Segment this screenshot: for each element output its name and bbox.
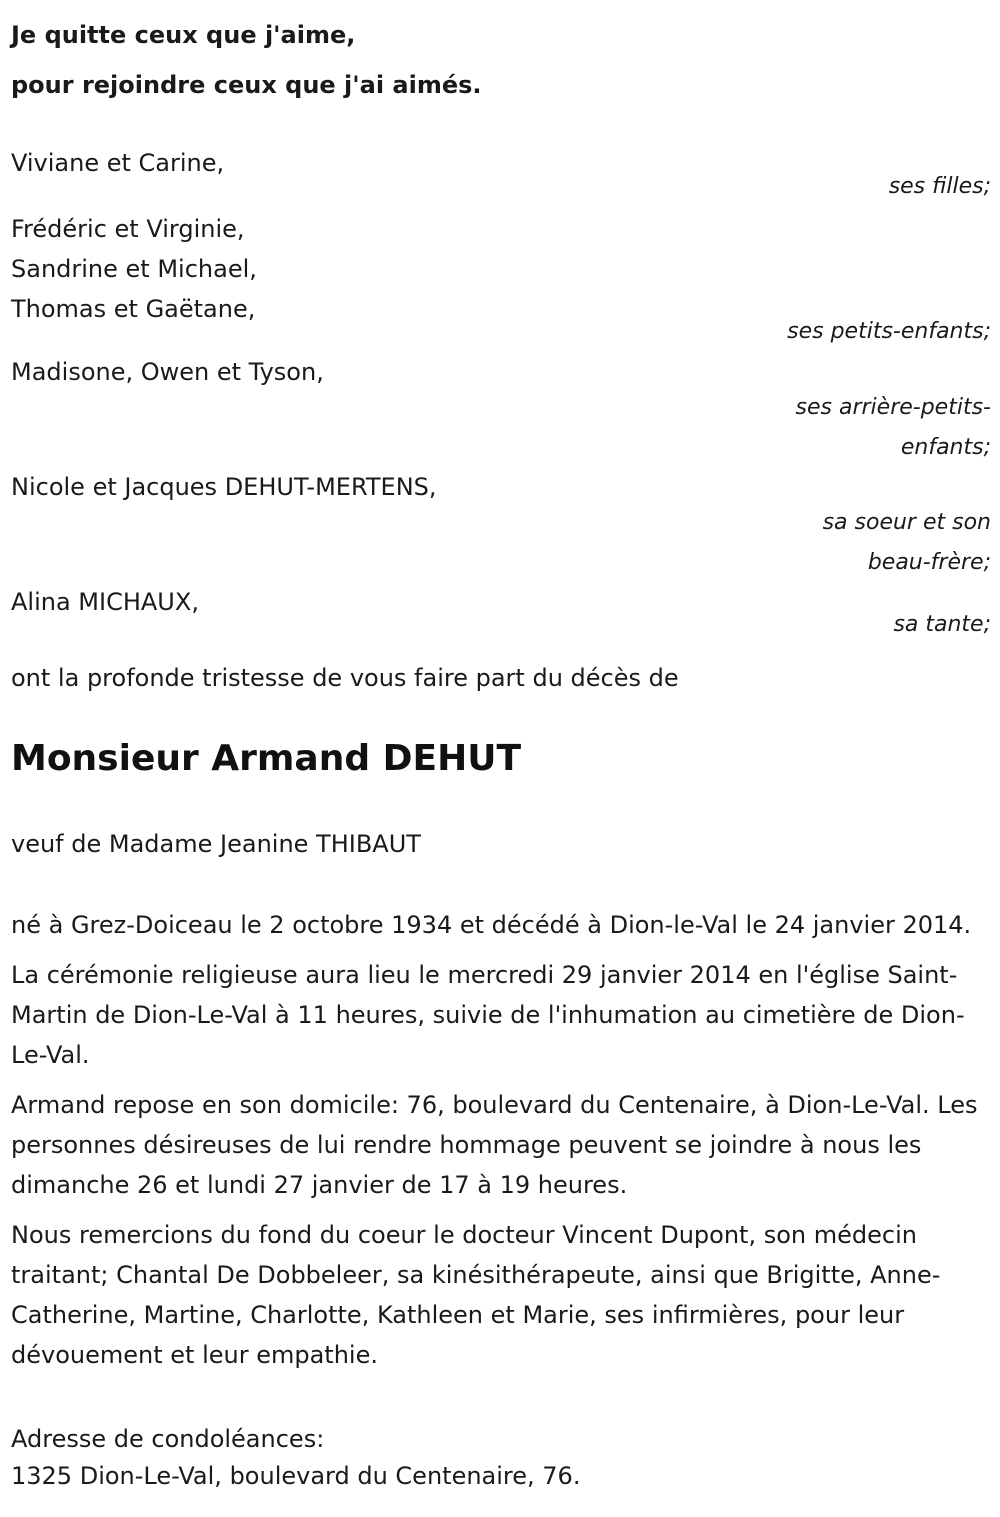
family-name: Alina MICHAUX,	[11, 588, 199, 616]
family-name: Nicole et Jacques DEHUT-MERTENS,	[11, 473, 437, 501]
family-role: ses filles;	[888, 174, 991, 199]
epigraph	[11, 0, 991, 110]
thanks-paragraph: Nous remercions du fond du coeur le docteur Vincent Dupont, son médecin traitant; Chantal De Dobbeleer, sa kinésithérapeute, ainsi que Brigitte, Anne-Catherine, Martine, Charlotte, Kathleen et Marie, ses infirmières, pour leur dévouement et leur empathie.	[11, 1221, 941, 1369]
epigraph-line-1: Je quitte ceux que j'aime,	[11, 21, 356, 49]
deceased-name: Monsieur Armand DEHUT	[11, 738, 522, 779]
family-role: ses petits-enfants;	[787, 319, 991, 344]
visitation-paragraph: Armand repose en son domicile: 76, boulevard du Centenaire, à Dion-Le-Val. Les personnes désireuses de lui rendre hommage peuvent se joindre à nous les dimanche 26 et lundi 27 janvier de 17 à 19 heures.	[11, 1091, 978, 1199]
family-role-line: ses arrière-petits-	[795, 395, 991, 420]
condolences-label: Adresse de condoléances:	[11, 1425, 325, 1453]
family-name: Thomas et Gaëtane,	[11, 295, 256, 323]
family-name: Sandrine et Michael,	[11, 255, 257, 283]
family-role-line: sa soeur et son	[822, 510, 991, 535]
birth-death-paragraph: né à Grez-Doiceau le 2 octobre 1934 et décédé à Dion-le-Val le 24 janvier 2014.	[11, 911, 972, 939]
ceremony-paragraph: La cérémonie religieuse aura lieu le mercredi 29 janvier 2014 en l'église Saint-Martin de Dion-Le-Val à 11 heures, suivie de l'inhumation au cimetière de Dion-Le-Val.	[11, 961, 965, 1069]
epigraph-line-2: pour rejoindre ceux que j'ai aimés.	[11, 71, 482, 99]
family-role-line: enfants;	[900, 435, 991, 460]
family-name: Viviane et Carine,	[11, 149, 225, 177]
family-role-line: beau-frère;	[867, 550, 991, 575]
family-role	[751, 503, 991, 583]
obituary-notice	[11, 0, 991, 1495]
family-group-grandchildren	[11, 209, 991, 352]
family-role: sa tante;	[893, 612, 991, 637]
family-group-sister	[11, 467, 991, 583]
condolences-block	[11, 1421, 991, 1495]
family-group-aunt	[11, 582, 991, 645]
widow-line: veuf de Madame Jeanine THIBAUT	[11, 830, 421, 858]
family-group-great-grandchildren	[11, 352, 991, 468]
family-name: Madisone, Owen et Tyson,	[11, 358, 324, 386]
family-role	[751, 388, 991, 468]
family-name: Frédéric et Virginie,	[11, 215, 245, 243]
condolences-address: 1325 Dion-Le-Val, boulevard du Centenaire, 76.	[11, 1462, 581, 1490]
family-list	[11, 143, 991, 645]
family-group-daughters	[11, 143, 991, 207]
announcement: ont la profonde tristesse de vous faire part du décès de	[11, 664, 679, 692]
